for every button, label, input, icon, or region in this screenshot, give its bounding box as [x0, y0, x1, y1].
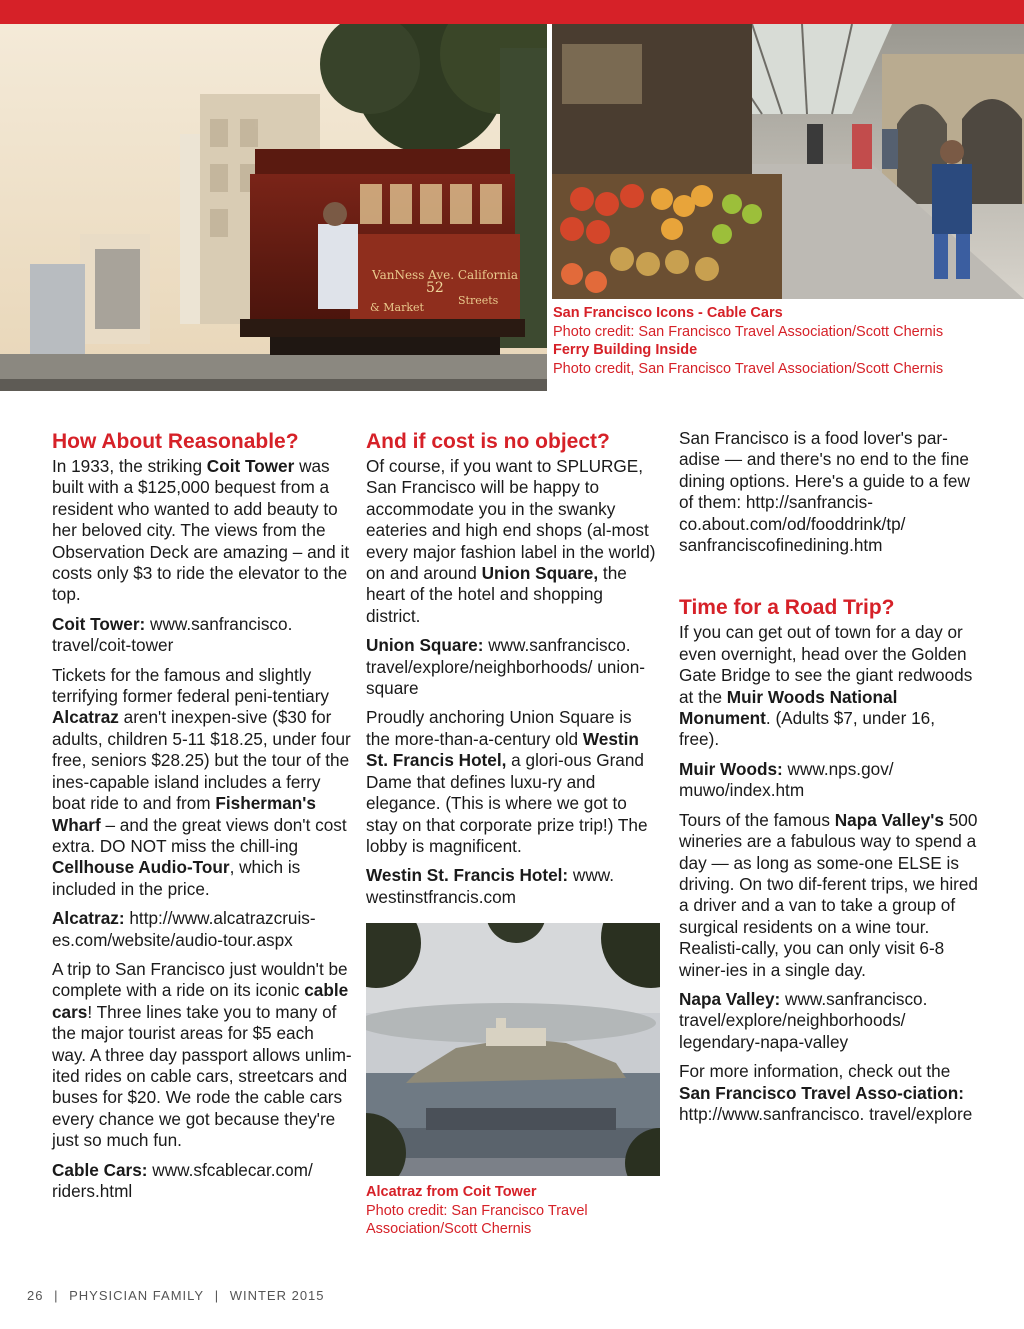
paragraph-cable-cars: A trip to San Francisco just wouldn't be complete with a ride on its iconic cable cars! Three lines take you to many of the major tourist areas for $5 each way. A three day passport allows unlim-ited rides on cable cars, streetcars and buses for $20. We rode the cable cars every chance we got because they're just so much fun. [52, 958, 352, 1151]
caption-ferry-credit: Photo credit, San Francisco Travel Association/Scott Chernis [553, 360, 944, 377]
paragraph-more-info: For more information, check out the San Francisco Travel Asso-ciation: http://www.sanfrancisco. travel/explore [679, 1061, 973, 1124]
page-footer [27, 1288, 331, 1303]
paragraph-coit-tower: In 1933, the striking Coit Tower was built with a $125,000 bequest from a resident who wanted to add beauty to her beloved city. The views from the Observation Deck are amazing – and it costs only $3 to ride the elevator to the top. [52, 456, 350, 605]
link-alcatraz: Alcatraz: http://www.alcatrazcruis-es.com/website/audio-tour.aspx [52, 908, 316, 950]
paragraph-westin: Proudly anchoring Union Square is the more-than-a-century old Westin St. Francis Hotel, a glori-ous Grand Dame that defines luxu-ry and elegance. (This is where we got to stay on that corporate prize trip!) The lobby is magnificent. [366, 707, 648, 856]
link-union-square: Union Square: www.sanfrancisco. travel/explore/neighborhoods/ union-square [366, 635, 646, 699]
column-3 [679, 428, 979, 1133]
cable-car-number: 52 [426, 280, 444, 296]
paragraph-splurge: Of course, if you want to SPLURGE, San Francisco will be happy to accommodate you in the swanky eateries and high end shops (al-most every major fashion label in the world) on and around Union Square, the heart of the hotel and shopping district. [366, 456, 656, 626]
caption-cable-cars-title: San Francisco Icons - Cable Cars [553, 305, 783, 321]
link-cable-cars: Cable Cars: www.sfcablecar.com/ riders.html [52, 1159, 313, 1201]
ferry-building-photo [552, 24, 1024, 299]
column-1 [52, 428, 352, 1210]
heading-how-about-reasonable: How About Reasonable? [52, 430, 299, 453]
caption-ferry-title: Ferry Building Inside [553, 342, 698, 358]
issue-name: WINTER 2015 [229, 1288, 325, 1303]
paragraph-food-lover: San Francisco is a food lover's par-adise — and there's no end to the fine dining options. Here's a guide to a few of them: http://sanfrancis-co.about.com/od/fooddrink/tp/ sanfranciscofinedining.htm [679, 428, 970, 556]
paragraph-napa-valley: Tours of the famous Napa Valley's 500 wineries are a fabulous way to spend a day — as long as some-one ELSE is driving. On two dif-ferent trips, we hired a driver and a van to take a group of surgical residents on a wine tour. Realisti-cally, you can only visit 6-8 winer-ies in a single day. [679, 809, 978, 980]
page-number: 26 [27, 1288, 44, 1303]
link-muir-woods: Muir Woods: www.nps.gov/ muwo/index.htm [679, 758, 894, 801]
heading-cost-no-object: And if cost is no object? [366, 430, 610, 453]
footer-separator: | [214, 1288, 220, 1303]
column-2 [366, 428, 660, 916]
publication-name: PHYSICIAN FAMILY [69, 1288, 205, 1303]
link-westin: Westin St. Francis Hotel: www. westinstfrancis.com [366, 865, 614, 907]
caption-alcatraz-title: Alcatraz from Coit Tower [366, 1184, 537, 1200]
caption-cable-cars-credit: Photo credit: San Francisco Travel Association/Scott Chernis [553, 323, 944, 340]
cable-car-photo [0, 24, 547, 391]
paragraph-alcatraz: Tickets for the famous and slightly terrifying former federal peni-tentiary Alcatraz aren't inexpen-sive ($30 for adults, children 5-11 $18.25, under four free, seniors $28.25) but the tour of the ines-capable island includes a ferry boat ride to and from Fisherman's Wharf – and the great views don't cost extra. DO NOT miss the chill-ing Cellhouse Audio-Tour, which is included in the price. [52, 664, 351, 899]
footer-separator: | [54, 1288, 59, 1303]
top-photo-captions [553, 304, 1013, 378]
top-red-bar [0, 0, 1024, 24]
cable-car-sign-left: & Market [370, 301, 424, 314]
cable-car-sign-right: Streets [458, 294, 499, 307]
paragraph-muir-woods: If you can get out of town for a day or even overnight, head over the Golden Gate Bridge to see the giant redwoods at the Muir Woods National Monument. (Adults $7, under 16, free). [679, 622, 973, 750]
heading-road-trip: Time for a Road Trip? [679, 596, 895, 620]
alcatraz-photo [366, 923, 660, 1176]
cable-car-sign-top: VanNess Ave. California [372, 268, 519, 282]
caption-alcatraz-credit: Photo credit: San Francisco Travel Association/Scott Chernis [366, 1202, 588, 1237]
link-coit-tower: Coit Tower: www.sanfrancisco. travel/coit-tower [52, 613, 293, 656]
link-napa-valley: Napa Valley: www.sanfrancisco. travel/explore/neighborhoods/ legendary-napa-valley [679, 988, 928, 1052]
alcatraz-caption [366, 1183, 656, 1239]
